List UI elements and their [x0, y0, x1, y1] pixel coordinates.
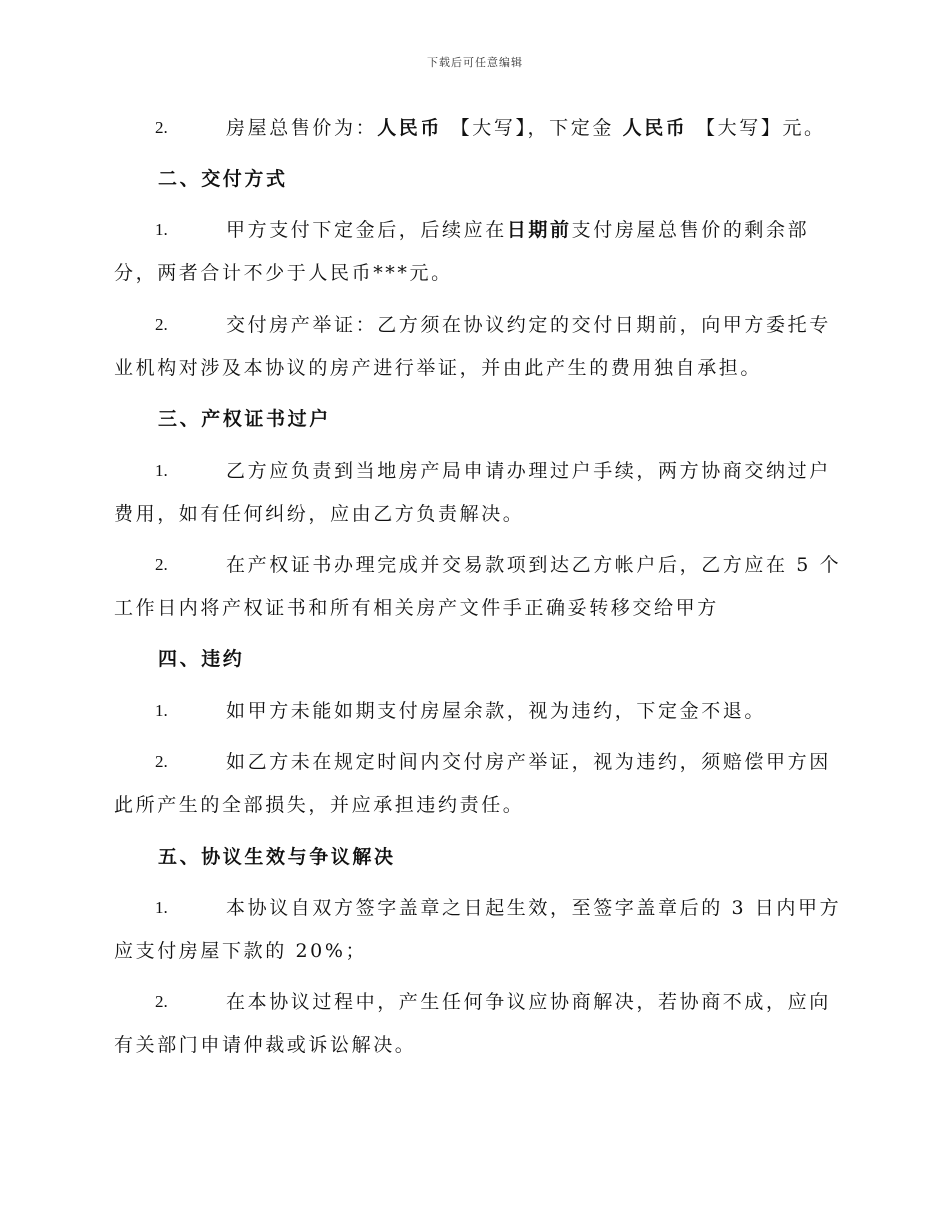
clause-text: 如乙方未在规定时间内交付房产举证，视为违约，须赔偿甲方因 — [226, 751, 831, 773]
clause-number: 2. — [155, 315, 168, 334]
clause-number: 1. — [155, 220, 168, 239]
clause-text: 如甲方未能如期支付房屋余款，视为违约，下定金不退。 — [226, 700, 767, 722]
clause-text — [226, 217, 809, 243]
clause-continuation: 费用，如有任何纠纷，应由乙方负责解决。 — [114, 503, 525, 525]
clause-text: 乙方应负责到当地房产局申请办理过户手续，两方协商交纳过户 — [226, 460, 831, 482]
clause-number: 1. — [155, 898, 168, 917]
section-heading: 三、产权证书过户 — [158, 408, 331, 430]
clause-text-segment: 甲方支付下定金后，后续应在 — [226, 219, 507, 241]
section-heading: 二、交付方式 — [158, 168, 288, 190]
clause-text: 本协议自双方签字盖章之日起生效，至签字盖章后的 3 日内甲方 — [226, 897, 842, 919]
bold-text: 人民币 — [377, 117, 443, 139]
clause-text-segment: 房屋总售价为： — [226, 117, 378, 139]
clause-number: 2. — [155, 555, 168, 574]
clause-text: 在产权证书办理完成并交易款项到达乙方帐户后，乙方应在 5 个 — [226, 554, 842, 576]
clause-number: 2. — [155, 752, 168, 771]
bold-text: 人民币 — [622, 117, 688, 139]
clause-continuation: 分，两者合计不少于人民币***元。 — [114, 262, 453, 284]
clause-number: 2. — [155, 992, 168, 1011]
clause-text-segment: 【大写】元。 — [687, 117, 826, 139]
clause-continuation: 有关部门申请仲裁或诉讼解决。 — [114, 1034, 417, 1056]
section-heading: 五、协议生效与争议解决 — [158, 846, 396, 868]
clause-text-segment: 支付房屋总售价的剩余部 — [571, 219, 810, 241]
section-heading: 四、违约 — [158, 648, 245, 670]
bold-text: 日期前 — [506, 219, 572, 241]
clause-text: 交付房产举证：乙方须在协议约定的交付日期前，向甲方委托专 — [226, 314, 831, 336]
clause-continuation: 工作日内将产权证书和所有相关房产文件手正确妥转移交给甲方 — [114, 597, 719, 619]
clause-number: 2. — [155, 118, 168, 137]
clause-text — [226, 115, 826, 141]
clause-continuation: 应支付房屋下款的 20%； — [114, 940, 368, 962]
clause-text: 在本协议过程中，产生任何争议应协商解决，若协商不成，应向 — [226, 991, 831, 1013]
page-header: 下载后可任意编辑 — [427, 56, 523, 69]
clause-number: 1. — [155, 701, 168, 720]
clause-text-segment: 【大写】，下定金 — [442, 117, 623, 139]
clause-number: 1. — [155, 461, 168, 480]
clause-continuation: 此所产生的全部损失，并应承担违约责任。 — [114, 794, 525, 816]
clause-continuation: 业机构对涉及本协议的房产进行举证，并由此产生的费用独自承担。 — [114, 357, 763, 379]
